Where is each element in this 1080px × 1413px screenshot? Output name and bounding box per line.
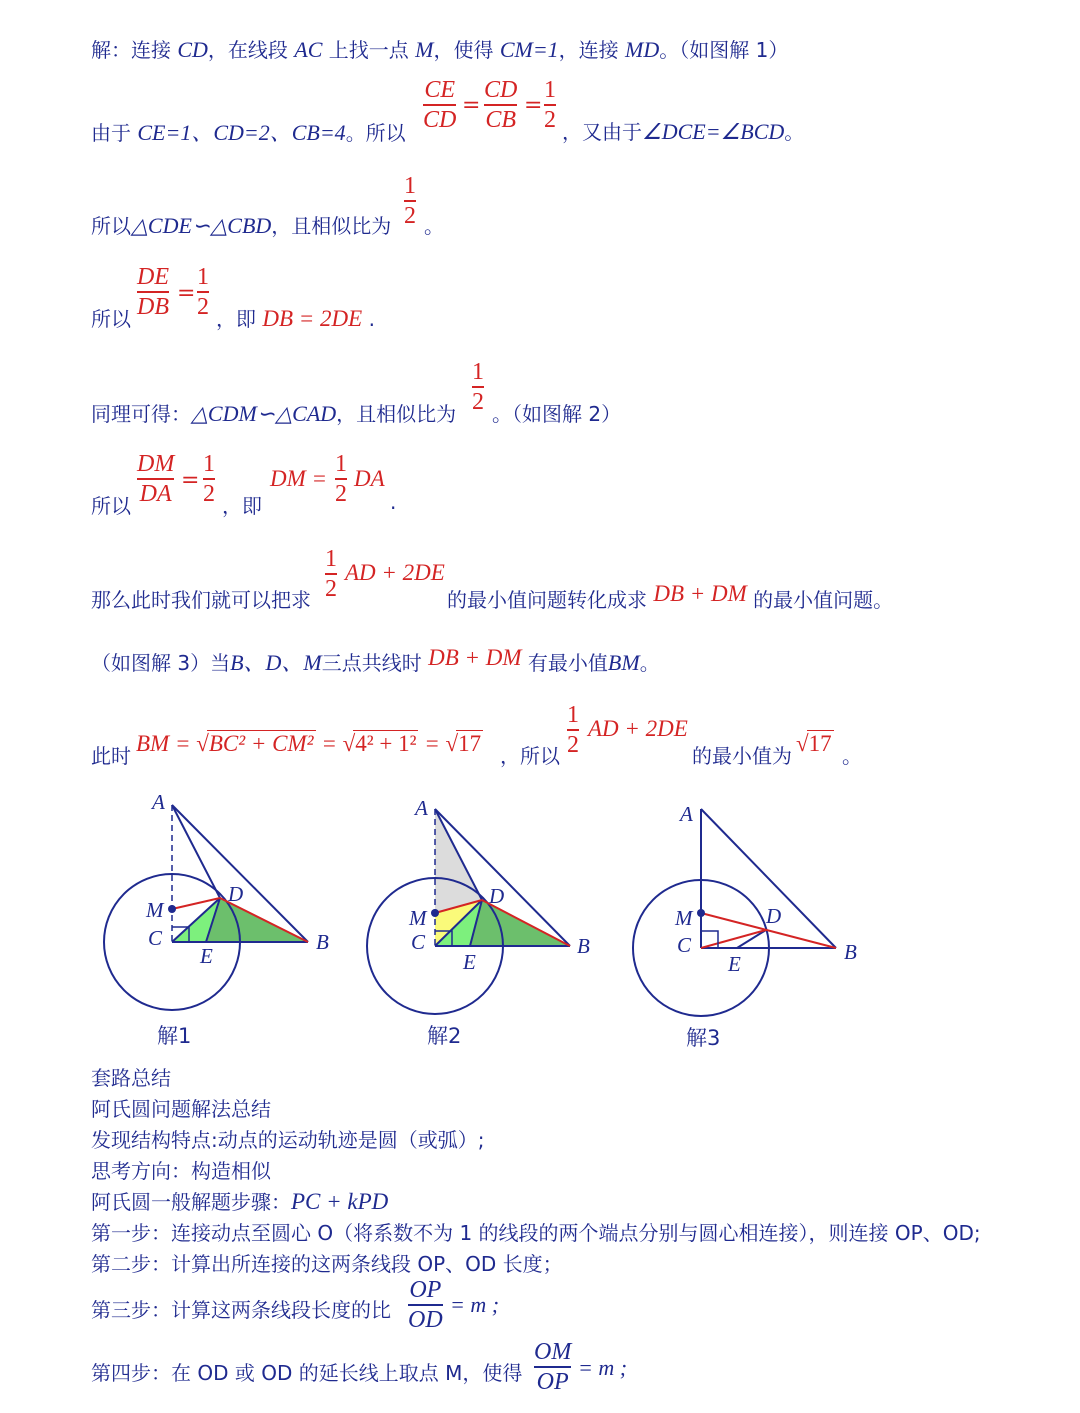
text: 。 (424, 214, 444, 238)
text: 所以 (91, 494, 131, 518)
solution-line-1 (91, 34, 788, 63)
figure-2-caption: 解2 (427, 1024, 462, 1048)
solution-line-3 (91, 210, 391, 239)
result-db-2de: DB = 2DE (262, 306, 363, 331)
text: ，所以 (500, 744, 560, 768)
label-m: M (675, 906, 693, 930)
text: 的最小值为 (692, 744, 792, 768)
label-a: A (152, 790, 165, 814)
label-b: B (844, 940, 857, 964)
fraction-bar (203, 478, 215, 480)
denominator: OP (536, 1368, 569, 1395)
text: 此时 (91, 744, 131, 768)
label-a: A (680, 802, 693, 826)
label-a: A (415, 796, 428, 820)
text: 。所以 (345, 121, 406, 145)
segment-ad (172, 805, 220, 898)
text: ，即 (216, 307, 256, 331)
solution-line-9 (91, 740, 131, 769)
expression-ad-2de: AD + 2DE (588, 716, 688, 741)
figure-solution-3 (620, 795, 880, 1025)
sqrt-17: 17 (458, 731, 482, 756)
fraction-one-half (197, 265, 209, 319)
fraction-bar (335, 478, 347, 480)
text: ，又由于 (562, 120, 642, 144)
summary-step-3 (91, 1294, 391, 1323)
equals-sign: = (424, 731, 440, 756)
point-m-dot (697, 909, 705, 917)
result-dm-lhs: DM = (270, 466, 328, 491)
text: 的最小值问题转化成求 (447, 588, 647, 612)
equals-sign: = (177, 281, 196, 306)
segment-bm: BM (607, 650, 640, 675)
numerator: 1 (544, 77, 556, 103)
expression-ad-2de: AD + 2DE (345, 560, 445, 585)
fraction-bar (534, 1366, 571, 1368)
given-values: CE=1、CD=2、CB=4 (137, 120, 346, 145)
bm-computation: BM = √BC² + CM² = √4² + 1² = √17 (136, 731, 482, 756)
label-d: D (489, 884, 505, 908)
denominator: 2 (335, 480, 347, 507)
text: 。 (639, 651, 660, 675)
text: 第三步：计算这两条线段长度的比 (91, 1298, 391, 1322)
figure-1-caption: 解1 (157, 1024, 192, 1048)
fraction-op-od (408, 1278, 443, 1332)
denominator: 2 (567, 731, 579, 758)
fraction-one-half (544, 78, 556, 132)
summary-feature: 发现结构特点:动点的运动轨迹是圆（或弧）; (91, 1128, 485, 1152)
segment-ed (737, 930, 766, 948)
label-e: E (200, 944, 213, 968)
numerator: DM (137, 451, 175, 477)
text: ，且相似比为 (271, 214, 392, 238)
figure-3-caption: 解3 (686, 1026, 721, 1050)
numerator: 1 (472, 359, 484, 385)
text: 所以 (91, 307, 131, 331)
denominator: DB (137, 293, 169, 320)
fraction-bar (544, 104, 556, 106)
fraction-bar (472, 386, 484, 388)
label-e: E (463, 950, 476, 974)
text: 那么此时我们就可以把求 (91, 588, 311, 612)
segment-cd (701, 930, 766, 948)
cm-equation: CM=1 (499, 37, 559, 62)
equals-sign: = (321, 731, 337, 756)
similar-triangles: △CDE∽△CBD (131, 213, 272, 238)
ratio-one-half (472, 360, 484, 414)
text: ，连接 (558, 38, 626, 62)
equals-m: = m ; (450, 1292, 500, 1317)
text: ，使得 (433, 38, 500, 62)
text: 解：连接 (91, 38, 178, 62)
denominator: CB (485, 106, 516, 133)
summary-direction: 思考方向：构造相似 (91, 1159, 271, 1183)
denominator: 2 (203, 480, 215, 507)
text: 的最小值问题。 (753, 588, 894, 612)
numerator: 1 (203, 451, 215, 477)
text: ，且相似比为 (336, 402, 457, 426)
summary-steps-title (91, 1186, 388, 1215)
fraction-bar (484, 104, 517, 106)
numerator: 1 (404, 173, 416, 199)
segment-cd: CD (177, 37, 208, 62)
text: 。 (842, 744, 862, 768)
denominator: DA (139, 480, 172, 507)
fraction-one-half (203, 452, 215, 506)
sqrt-17: 17 (808, 731, 832, 756)
figure-solution-1 (90, 785, 350, 1015)
text: 同理可得： (91, 402, 191, 426)
segment-md: MD (625, 37, 660, 62)
fraction-bar (423, 104, 456, 106)
fraction-bar (567, 729, 579, 731)
label-c: C (148, 926, 163, 950)
expression-db-dm: DB + DM (653, 581, 747, 606)
point-m: M (415, 37, 434, 62)
denominator: OD (408, 1306, 443, 1333)
solution-line-6 (91, 490, 131, 519)
equals-m: = m ; (578, 1355, 628, 1380)
numerator: CE (424, 77, 455, 103)
sqrt-bc2-cm2: BC² + CM² (208, 731, 314, 756)
expression-db-dm: DB + DM (428, 645, 522, 670)
ratio-one-half (404, 174, 416, 228)
summary-step-2: 第二步：计算出所连接的这两条线段 OP、OD 长度； (91, 1252, 563, 1276)
fraction-dm-da (137, 452, 174, 506)
label-d: D (228, 882, 244, 906)
summary-title: 套路总结 (91, 1066, 171, 1090)
label-m: M (146, 898, 164, 922)
equals-sign: = (462, 93, 481, 118)
text: 第四步：在 OD 或 OD 的延长线上取点 M，使得 (91, 1361, 523, 1385)
numerator: 1 (567, 702, 579, 728)
numerator: OM (534, 1339, 572, 1365)
text: ，在线段 (207, 38, 295, 62)
text: 有最小值 (527, 651, 608, 675)
solution-line-2-suffix (562, 116, 804, 145)
numerator: 1 (197, 264, 209, 290)
angle-equation: ∠DCE=∠BCD (642, 119, 785, 144)
fraction-one-half (567, 703, 579, 757)
solution-line-7-suffix (447, 581, 894, 613)
numerator: 1 (325, 546, 337, 572)
text: 。（如图解 1） (659, 38, 789, 62)
similar-triangles: △CDM∽△CAD (191, 401, 337, 426)
numerator: CD (484, 77, 518, 103)
numerator: 1 (335, 451, 347, 477)
label-d: D (766, 904, 782, 928)
segment-ac: AC (294, 37, 323, 62)
solution-line-5 (91, 398, 456, 427)
fraction-cd-cb (484, 78, 517, 132)
fraction-one-half (335, 452, 347, 506)
denominator: 2 (472, 388, 484, 415)
fraction-bar (408, 1304, 443, 1306)
min-value-sqrt-17: √17 (796, 731, 832, 756)
fraction-de-db (137, 265, 169, 319)
fraction-bar (404, 200, 416, 202)
denominator: 2 (544, 106, 556, 133)
solution-line-4-suffix (216, 303, 375, 332)
text: 由于 (91, 121, 138, 145)
label-c: C (677, 933, 692, 957)
text: 三点共线时 (321, 651, 422, 675)
fraction-bar (325, 573, 337, 575)
label-b: B (577, 934, 590, 958)
text: . (368, 307, 375, 331)
text: 上找一点 (322, 38, 416, 62)
text: 。 (784, 120, 805, 144)
denominator: 2 (197, 293, 209, 320)
summary-subtitle: 阿氏圆问题解法总结 (91, 1097, 271, 1121)
text: 所以 (91, 214, 131, 238)
fraction-om-op (534, 1340, 571, 1394)
denominator: 2 (404, 202, 416, 229)
fraction-ce-cd (423, 78, 456, 132)
fraction-bar (137, 291, 169, 293)
solution-line-4 (91, 303, 131, 332)
label-m: M (409, 906, 427, 930)
label-b: B (316, 930, 329, 954)
solution-line-7 (91, 584, 311, 613)
label-e: E (728, 952, 741, 976)
text: 阿氏圆一般解题步骤： (91, 1190, 291, 1214)
point-m-dot (431, 909, 439, 917)
points-bdm: B、D、M (230, 650, 322, 675)
fraction-one-half (325, 547, 337, 601)
fraction-bar (197, 291, 209, 293)
summary-step-1: 第一步：连接动点至圆心 O（将系数不为 1 的线段的两个端点分别与圆心相连接），则连接 OP、OD; (91, 1221, 981, 1245)
denominator: CD (423, 106, 457, 133)
figure-solution-2 (355, 785, 615, 1015)
text: （如图解 3）当 (91, 651, 231, 675)
numerator: DE (137, 264, 169, 290)
numerator: OP (409, 1277, 442, 1303)
solution-line-2 (91, 116, 406, 147)
denominator: 2 (325, 575, 337, 602)
text: 。（如图解 2） (492, 402, 622, 426)
bm-label: BM = (136, 731, 191, 756)
equals-sign: = (524, 93, 543, 118)
result-da: DA (354, 466, 385, 491)
point-m-dot (168, 905, 176, 913)
summary-step-4 (91, 1357, 522, 1386)
expression-pc-kpd: PC + kPD (291, 1189, 389, 1214)
sqrt-4-1: 4² + 1² (355, 731, 417, 756)
fraction-bar (137, 478, 174, 480)
text: ，即 (222, 494, 262, 518)
label-c: C (411, 930, 426, 954)
text: . (390, 490, 397, 514)
equals-sign: = (181, 468, 200, 493)
solution-line-8 (91, 646, 660, 677)
